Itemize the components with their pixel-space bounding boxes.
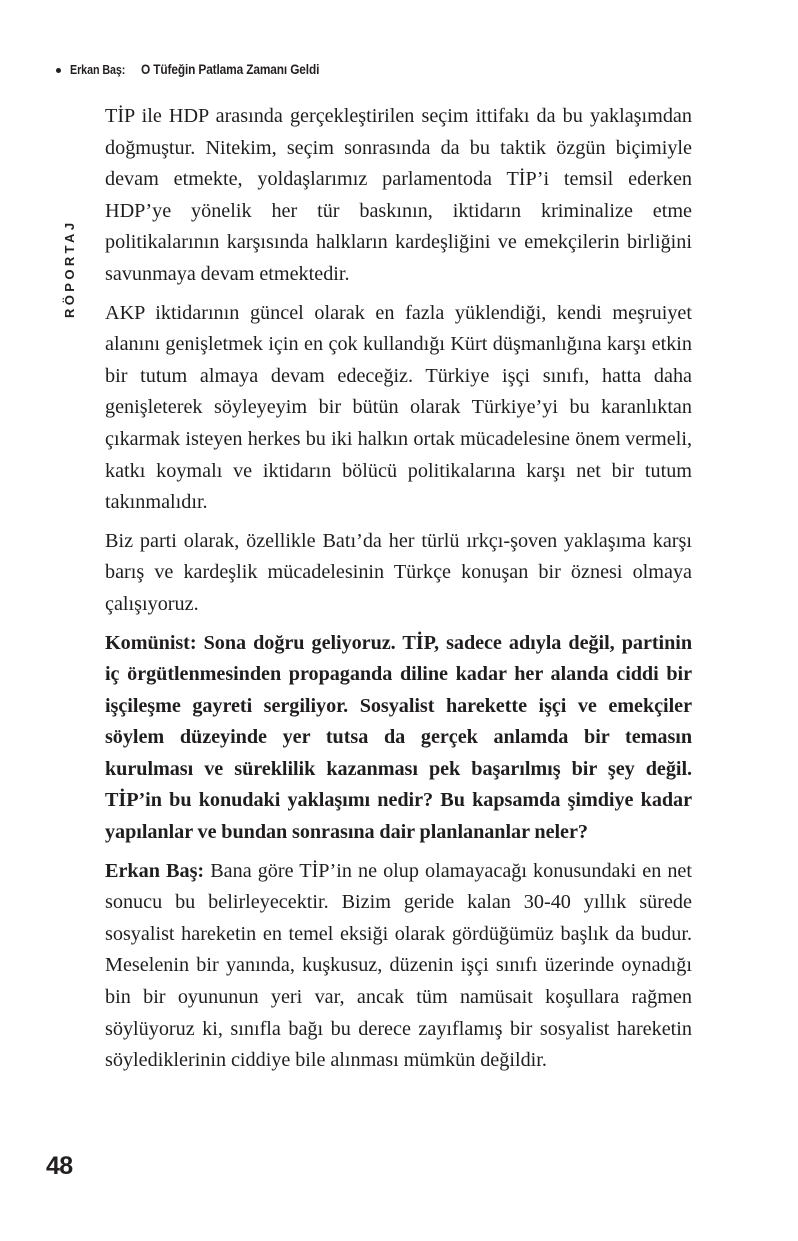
interview-answer <box>105 856 692 1077</box>
running-head-title: O Tüfeğin Patlama Zamanı Geldi <box>141 62 320 77</box>
answer-text: Bana göre TİP’in ne olup olamayacağı konusundaki en net sonucu bu belirleyecektir. Bizim geride kalan 30-40 yıllık sürede sosyalist hareketin en temel eksiği olarak gördüğümüz başlık da budur. Meselenin bir yanında, kuşkusuz, düzenin işçi sınıfı üzerinde oynadığı bin bir oyununun yeri var, ancak tüm namüsait koşullara rağmen söylüyoruz ki, sınıfla bağı bu derece zayıflamış bir sosyalist hareketin söylediklerinin ciddiye bile alınması mümkün değildir. <box>105 859 692 1072</box>
paragraph-3: Biz parti olarak, özellikle Batı’da her türlü ırkçı-şoven yaklaşıma karşı barış ve kardeşlik mücadelesinin Türkçe konuşan bir öznesi olmaya çalışıyoruz. <box>105 529 692 615</box>
section-tab <box>62 188 84 318</box>
section-tab-label: RÖPORTAJ <box>61 219 78 318</box>
running-head <box>56 62 344 77</box>
answer-speaker-label: Erkan Baş: <box>105 859 205 882</box>
interview-question: Komünist: Sona doğru geliyoruz. TİP, sadece adıyla değil, partinin iç örgütlenmesinden propaganda diline kadar her alanda ciddi bir işçileşme gayreti sergiliyor. Sosyalist harekette işçi ve emekçiler söylem düzeyinde yer tutsa da gerçek anlamda bir temasın kurulması ve süreklilik kazanması pek başarılmış bir şey değil. TİP’in bu konudaki yaklaşımı nedir? Bu kapsamda şimdiye kadar yapılanlar ve bundan sonrasına dair planlananlar neler? <box>105 631 692 844</box>
paragraph-1: TİP ile HDP arasında gerçekleştirilen seçim ittifakı da bu yaklaşımdan doğmuştur. Nitekim, seçim sonrasında da bu taktik özgün biçimiyle devam etmekte, yoldaşlarımız parlamentoda TİP’i temsil ederken HDP’ye yönelik her tür baskının, iktidarın kriminalize etme politikalarının karşısında halkların kardeşliğini ve emekçilerin birliğini savunmaya devam etmektedir. <box>105 105 692 285</box>
running-head-speaker: Erkan Baş: <box>70 62 126 77</box>
text-column <box>105 101 692 1077</box>
page-number: 48 <box>46 1152 73 1180</box>
paragraph-2: AKP iktidarının güncel olarak en fazla yüklendiği, kendi meşruiyet alanını genişletmek için en çok kullandığı Kürt düşmanlığına karşı etkin bir tutum almaya devam edeceğiz. Türkiye işçi sınıfı, hatta daha genişleterek söyleyeyim bir bütün olarak Türkiye’yi bu karanlıktan çıkarmak isteyen herkes bu iki halkın ortak mücadelesine önem vermeli, katkı koymalı ve iktidarın bölücü politikalarına karşı net bir tutum takınmalıdır. <box>105 301 692 514</box>
bullet-icon <box>56 68 61 73</box>
